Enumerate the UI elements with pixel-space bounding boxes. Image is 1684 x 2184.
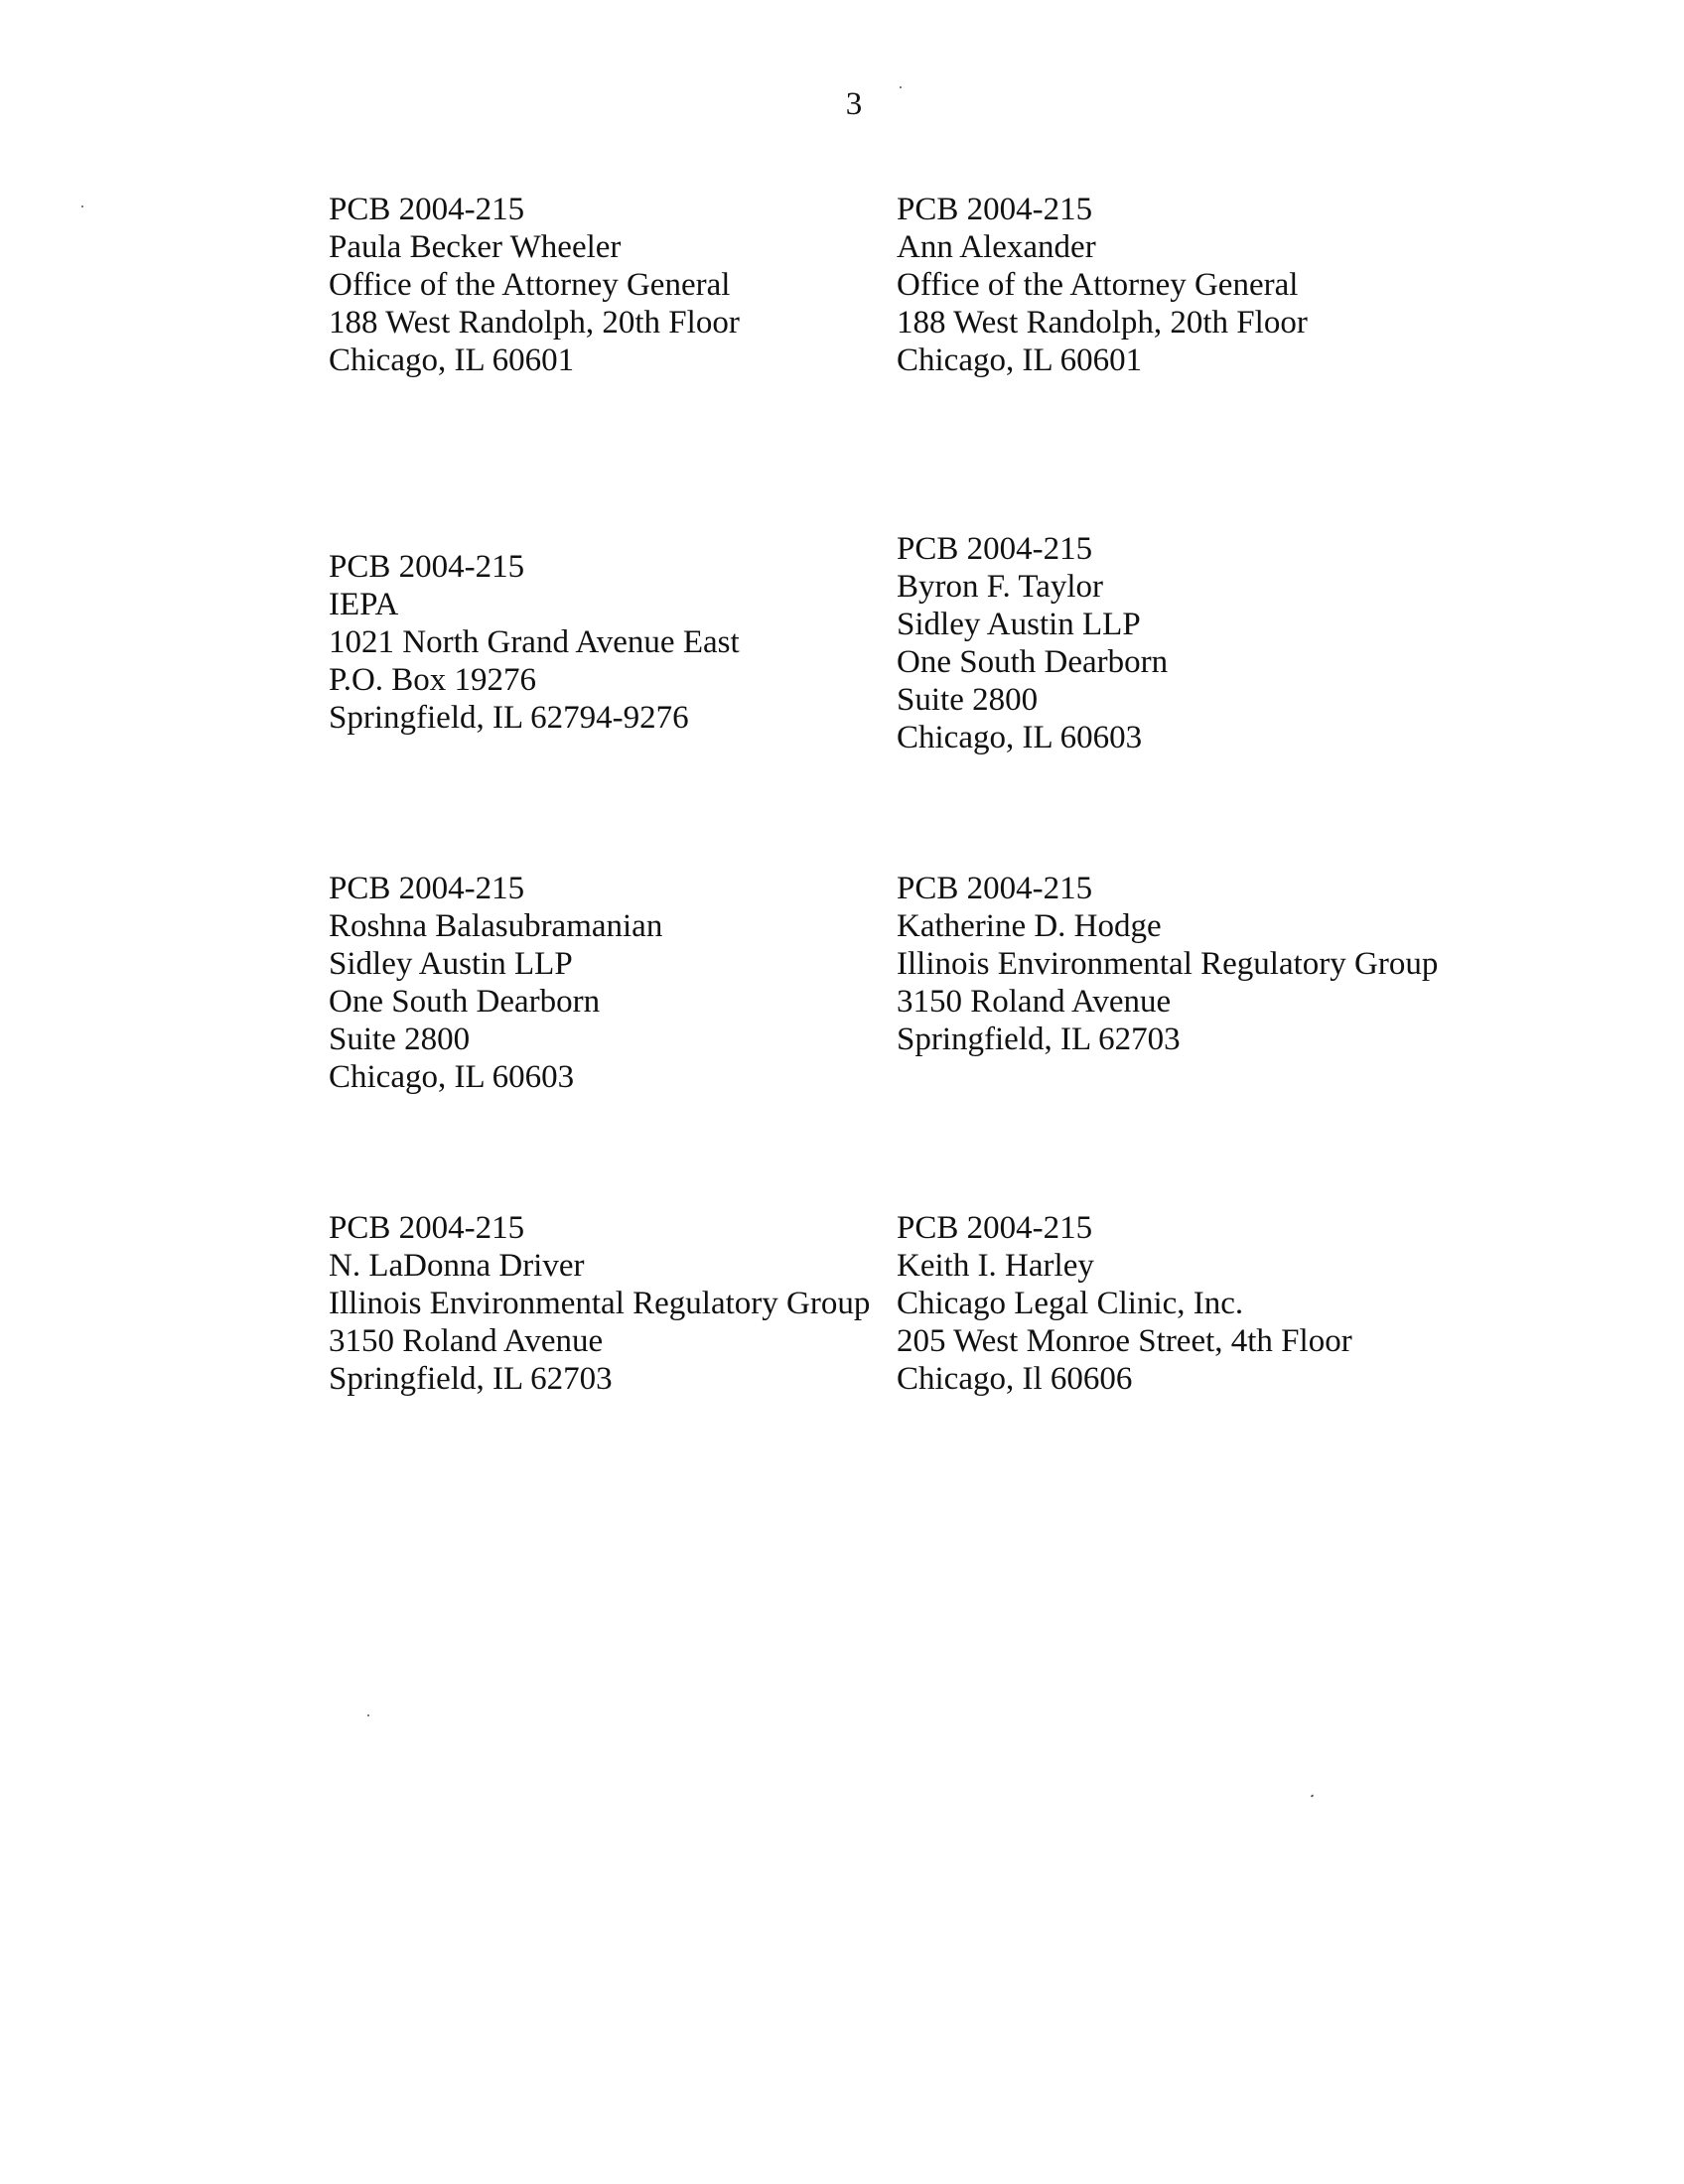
suite: Suite 2800 xyxy=(897,682,1039,718)
docket-number: PCB 2004-215 xyxy=(329,1210,525,1246)
po-box: P.O. Box 19276 xyxy=(329,662,537,698)
page-number: 3 xyxy=(845,86,863,122)
service-entry-byron-taylor xyxy=(897,530,1168,756)
city-state-zip: Chicago, IL 60603 xyxy=(329,1059,575,1095)
docket-number: PCB 2004-215 xyxy=(897,1210,1093,1246)
scan-speck xyxy=(367,1714,369,1716)
recipient-organization: Illinois Environmental Regulatory Group xyxy=(329,1286,871,1321)
recipient-name: N. LaDonna Driver xyxy=(329,1248,585,1284)
service-entry-paula-becker-wheeler xyxy=(329,191,740,379)
scan-speck xyxy=(1311,1794,1315,1798)
docket-number: PCB 2004-215 xyxy=(897,871,1093,906)
street-address: 3150 Roland Avenue xyxy=(329,1323,604,1359)
service-entry-ann-alexander xyxy=(897,191,1308,379)
docket-number: PCB 2004-215 xyxy=(329,192,525,227)
suite: Suite 2800 xyxy=(329,1022,471,1057)
docket-number: PCB 2004-215 xyxy=(897,531,1093,567)
recipient-organization: Chicago Legal Clinic, Inc. xyxy=(897,1286,1244,1321)
recipient-name: Keith I. Harley xyxy=(897,1248,1094,1284)
recipient-name: Ann Alexander xyxy=(897,229,1096,265)
scan-speck xyxy=(81,205,83,207)
recipient-organization: Sidley Austin LLP xyxy=(329,946,573,982)
recipient-name: IEPA xyxy=(329,587,399,622)
scan-speck xyxy=(900,86,902,88)
docket-number: PCB 2004-215 xyxy=(897,192,1093,227)
city-state-zip: Chicago, IL 60603 xyxy=(897,720,1143,755)
street-address: One South Dearborn xyxy=(329,984,601,1020)
recipient-name: Katherine D. Hodge xyxy=(897,908,1162,944)
street-address: 188 West Randolph, 20th Floor xyxy=(897,305,1308,341)
service-entry-roshna-balasubramanian xyxy=(329,870,662,1096)
service-entry-katherine-hodge xyxy=(897,870,1438,1058)
city-state-zip: Chicago, IL 60601 xyxy=(329,342,575,378)
city-state-zip: Springfield, IL 62794-9276 xyxy=(329,700,689,736)
street-address: One South Dearborn xyxy=(897,644,1169,680)
service-entry-keith-harley xyxy=(897,1209,1352,1398)
recipient-organization: Sidley Austin LLP xyxy=(897,607,1141,642)
recipient-name: Byron F. Taylor xyxy=(897,569,1104,605)
street-address: 3150 Roland Avenue xyxy=(897,984,1172,1020)
city-state-zip: Springfield, IL 62703 xyxy=(329,1361,613,1397)
service-entry-ladonna-driver xyxy=(329,1209,870,1398)
recipient-organization: Office of the Attorney General xyxy=(897,267,1299,303)
city-state-zip: Chicago, Il 60606 xyxy=(897,1361,1133,1397)
recipient-organization: Illinois Environmental Regulatory Group xyxy=(897,946,1439,982)
recipient-organization: Office of the Attorney General xyxy=(329,267,731,303)
city-state-zip: Springfield, IL 62703 xyxy=(897,1022,1181,1057)
docket-number: PCB 2004-215 xyxy=(329,549,525,585)
service-entry-iepa xyxy=(329,548,740,737)
street-address: 205 West Monroe Street, 4th Floor xyxy=(897,1323,1352,1359)
recipient-name: Roshna Balasubramanian xyxy=(329,908,663,944)
street-address: 188 West Randolph, 20th Floor xyxy=(329,305,740,341)
street-address: 1021 North Grand Avenue East xyxy=(329,624,740,660)
city-state-zip: Chicago, IL 60601 xyxy=(897,342,1143,378)
docket-number: PCB 2004-215 xyxy=(329,871,525,906)
recipient-name: Paula Becker Wheeler xyxy=(329,229,622,265)
